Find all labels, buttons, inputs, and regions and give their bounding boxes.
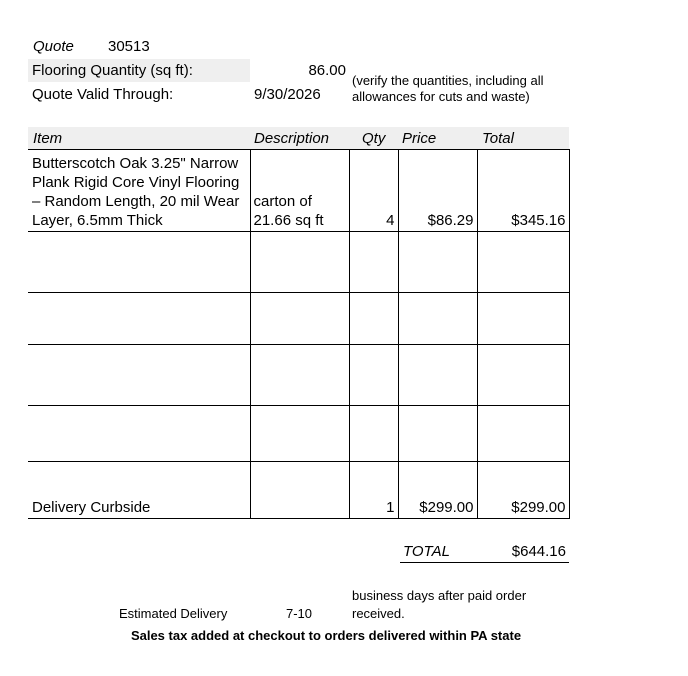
table-row [28,150,569,232]
estimated-delivery-days: 7-10 [286,606,313,621]
flooring-quantity-label: Flooring Quantity (sq ft): [32,62,193,79]
column-header-total: Total [482,130,514,147]
item-cell: Butterscotch Oak 3.25" Narrow Plank Rigid Core Vinyl Flooring – Random Length, 20 mil Wear Layer, 6.5mm Thick [28,150,250,232]
price-cell [398,406,477,462]
item-cell [28,345,250,406]
delivery-note-line1: business days after paid order [352,588,527,603]
table-row [28,462,569,519]
grand-total-underline [400,562,569,563]
qty-cell: 1 [349,462,398,519]
total-cell [477,345,569,406]
valid-through-label: Quote Valid Through: [32,86,174,103]
description-cell [250,345,349,406]
grand-total-label: TOTAL [403,543,450,560]
description-cell [250,293,349,345]
quote-number: 30513 [108,38,150,55]
table-row [28,345,569,406]
quote-label: Quote [33,38,74,55]
qty-cell [349,232,398,293]
description-cell [250,462,349,519]
qty-cell: 4 [349,150,398,232]
verify-note-line2: allowances for cuts and waste) [352,89,530,104]
total-cell: $299.00 [477,462,569,519]
estimated-delivery-label: Estimated Delivery [119,606,228,621]
qty-cell [349,406,398,462]
description-cell: carton of 21.66 sq ft [250,150,349,232]
column-header-qty: Qty [362,130,386,147]
column-header-price: Price [402,130,437,147]
description-cell [250,232,349,293]
qty-cell [349,293,398,345]
item-cell: Delivery Curbside [28,462,250,519]
total-cell [477,293,569,345]
total-cell: $345.16 [477,150,569,232]
item-cell [28,406,250,462]
qty-cell [349,345,398,406]
column-header-item: Item [33,130,63,147]
line-items-table [28,149,570,519]
total-cell [477,232,569,293]
table-row [28,232,569,293]
table-row [28,293,569,345]
table-row [28,406,569,462]
grand-total-value: $644.16 [511,543,566,560]
item-cell [28,232,250,293]
total-cell [477,406,569,462]
price-cell: $86.29 [398,150,477,232]
flooring-quantity-value: 86.00 [308,62,346,79]
price-cell: $299.00 [398,462,477,519]
column-header-description: Description [254,130,330,147]
verify-note-line1: (verify the quantities, including all [352,73,544,88]
sales-tax-note: Sales tax added at checkout to orders delivered within PA state [130,628,522,643]
delivery-note-line2: received. [352,606,405,621]
description-cell [250,406,349,462]
item-cell [28,293,250,345]
valid-through-value: 9/30/2026 [254,86,321,103]
price-cell [398,345,477,406]
price-cell [398,232,477,293]
price-cell [398,293,477,345]
